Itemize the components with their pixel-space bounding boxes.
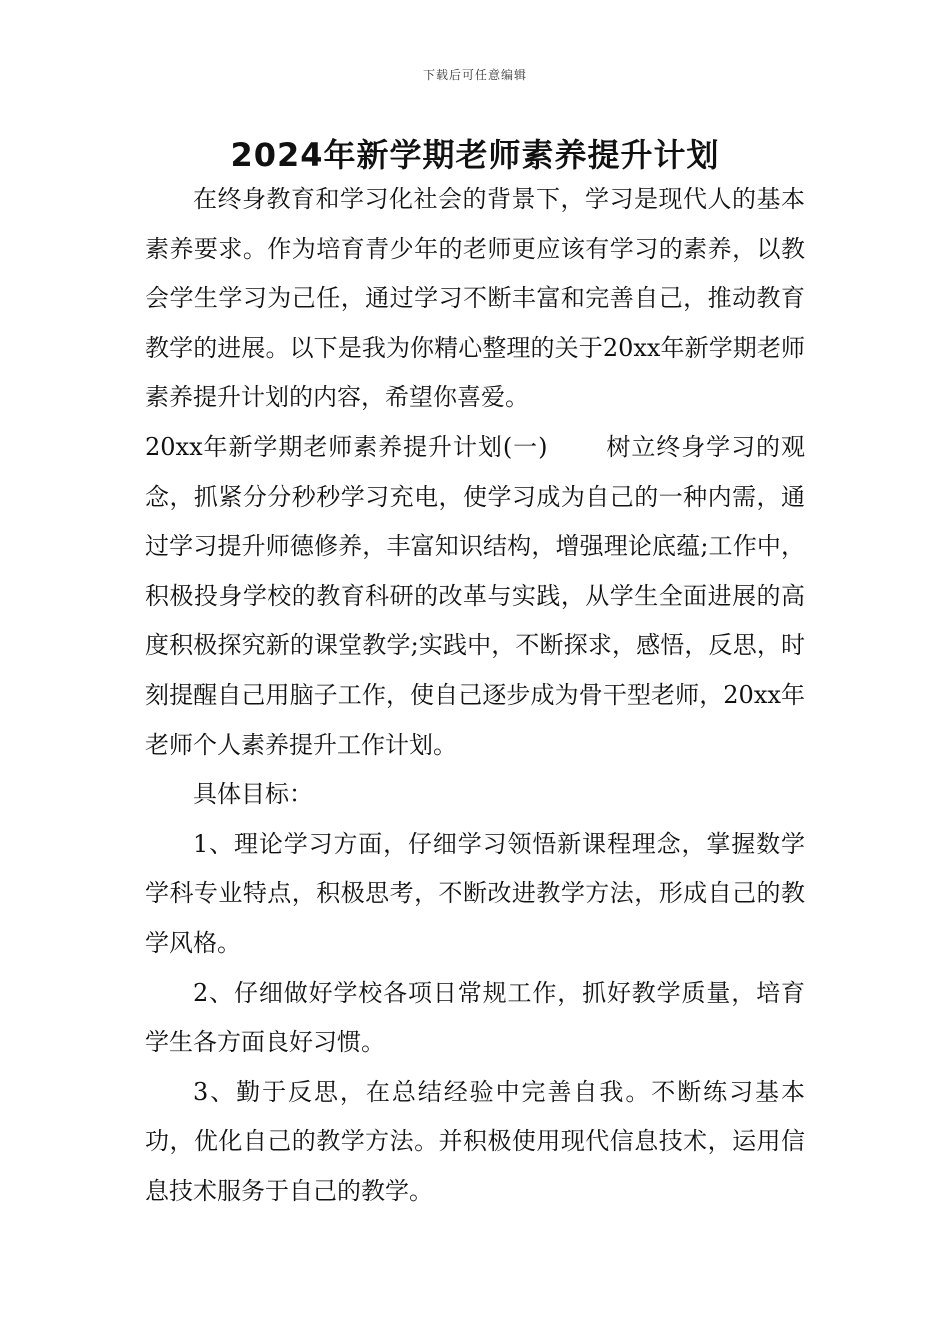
intro-paragraph: 在终身教育和学习化社会的背景下，学习是现代人的基本素养要求。作为培育青少年的老师更应该有学习的素养，以教会学生学习为己任，通过学习不断丰富和完善自己，推动教育教学的进展。以下是我为你精心整理的关于20xx年新学期老师素养提升计划的内容，希望你喜爱。 — [145, 185, 805, 412]
goal-item-2: 2、仔细做好学校各项日常规工作，抓好教学质量，培育学生各方面良好习惯。 — [145, 978, 805, 1057]
section-paragraph — [145, 423, 805, 770]
goals-label: 具体目标： — [193, 780, 313, 809]
document-body — [145, 175, 805, 1216]
header-note: 下载后可任意编辑 — [422, 68, 527, 82]
goal-item-1: 1、理论学习方面，仔细学习领悟新课程理念，掌握数学学科专业特点，积极思考，不断改进教学方法，形成自己的教学风格。 — [145, 829, 805, 957]
section-text: 树立终身学习的观念，抓紧分分秒秒学习充电，使学习成为自己的一种内需，通过学习提升师德修养，丰富知识结构，增强理论底蕴;工作中，积极投身学校的教育科研的改革与实践，从学生全面进展的高度积极探究新的课堂教学;实践中，不断探求，感悟，反思，时刻提醒自己用脑子工作，使自己逐步成为骨干型老师，20xx年老师个人素养提升工作计划。 — [145, 432, 806, 759]
goal-item-3: 3、勤于反思，在总结经验中完善自我。不断练习基本功，优化自己的教学方法。并积极使用现代信息技术，运用信息技术服务于自己的教学。 — [145, 1077, 805, 1205]
section-heading: 20xx年新学期老师素养提升计划(一) — [145, 432, 548, 461]
document-title: 2024年新学期老师素养提升计划 — [230, 136, 720, 174]
